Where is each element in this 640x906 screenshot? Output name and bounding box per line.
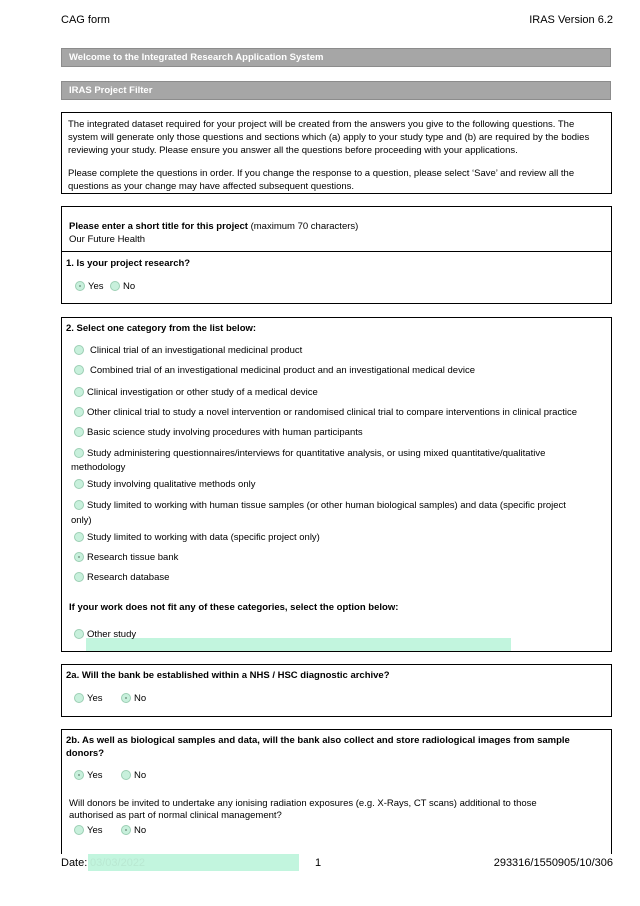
form-name: CAG form xyxy=(61,14,110,26)
q2-option[interactable]: Study limited to working with human tissue samples (or other human biological samples) and data (specific project xyxy=(74,499,566,512)
radio-button[interactable] xyxy=(74,500,84,510)
q2-option-other[interactable]: Other study xyxy=(74,628,136,641)
question-2-label: 2. Select one category from the list below: xyxy=(66,323,257,334)
q2-option[interactable]: Study administering questionnaires/interviews for quantitative analysis, or using mixed quantitative/qualitative xyxy=(74,447,545,460)
radio-button[interactable] xyxy=(74,407,84,417)
question-2a xyxy=(61,664,612,717)
radio-button[interactable] xyxy=(74,479,84,489)
radio-button[interactable] xyxy=(74,365,84,375)
q2b-option-no[interactable]: No xyxy=(121,769,146,782)
question-2b-label: 2b. As well as biological samples and data, will the bank also collect and store radiological images from sample donors? xyxy=(66,735,570,759)
q2-option[interactable]: Basic science study involving procedures with human participants xyxy=(74,426,363,439)
q2-option[interactable]: Clinical trial of an investigational medicinal product xyxy=(74,344,302,357)
q2-option[interactable]: Clinical investigation or other study of a medical device xyxy=(74,386,318,399)
q2a-option-yes[interactable]: Yes xyxy=(74,692,103,705)
radio-button[interactable] xyxy=(74,572,84,582)
radio-button[interactable] xyxy=(74,552,84,562)
radiation-option-yes[interactable]: Yes xyxy=(74,824,103,837)
date-field[interactable] xyxy=(88,854,299,871)
q2b-option-yes[interactable]: Yes xyxy=(74,769,103,782)
filter-bar: IRAS Project Filter xyxy=(61,81,611,100)
q2-option[interactable]: Study limited to working with data (specific project only) xyxy=(74,531,320,544)
welcome-bar: Welcome to the Integrated Research Application System xyxy=(61,48,611,67)
q2-option[interactable]: Study involving qualitative methods only xyxy=(74,478,255,491)
radio-button[interactable] xyxy=(74,770,84,780)
radio-button[interactable] xyxy=(75,281,85,291)
date-label: Date: xyxy=(61,857,88,869)
radio-button[interactable] xyxy=(74,532,84,542)
radio-button[interactable] xyxy=(110,281,120,291)
other-study-field[interactable] xyxy=(86,638,511,651)
title-value[interactable]: Our Future Health xyxy=(69,234,146,245)
radio-button[interactable] xyxy=(121,693,131,703)
q2-option-selected[interactable]: Research tissue bank xyxy=(74,551,178,564)
radio-button[interactable] xyxy=(74,693,84,703)
reference-number: 293316/1550905/10/306 xyxy=(493,857,613,869)
radiation-question: Will donors be invited to undertake any ionising radiation exposures (e.g. X-Rays, CT scans) additional to those authorised as part of normal clinical management? xyxy=(69,798,537,821)
other-category-label: If your work does not fit any of these categories, select the option below: xyxy=(69,602,399,613)
question-2b xyxy=(61,729,612,854)
radio-button[interactable] xyxy=(74,345,84,355)
q1-option-no[interactable]: No xyxy=(110,280,135,293)
question-1 xyxy=(61,251,612,304)
title-label: Please enter a short title for this project (maximum 70 characters) xyxy=(69,221,359,232)
question-2 xyxy=(61,317,612,652)
q2-option[interactable]: Research database xyxy=(74,571,169,584)
q2-option-continuation: methodology xyxy=(71,462,126,473)
intro-box xyxy=(61,112,612,194)
radio-button[interactable] xyxy=(121,825,131,835)
q2-option[interactable]: Other clinical trial to study a novel intervention or randomised clinical trial to compare interventions in clinical practice xyxy=(74,406,577,419)
intro-paragraph-1: The integrated dataset required for your project will be created from the answers you give to the following questions. The system will generate only those questions and sections which (a) apply to your study type and (b) are required by the bodies reviewing your study. Please ensure you answer all the questions before proceeding with your applications. xyxy=(68,119,590,156)
radio-button[interactable] xyxy=(74,825,84,835)
q2-option[interactable]: Combined trial of an investigational medicinal product and an investigational medical device xyxy=(74,364,475,377)
radio-button[interactable] xyxy=(74,448,84,458)
q2-option-continuation: only) xyxy=(71,515,92,526)
q1-option-yes[interactable]: Yes xyxy=(75,280,104,293)
radiation-option-no[interactable]: No xyxy=(121,824,146,837)
title-box xyxy=(61,206,612,252)
version-label: IRAS Version 6.2 xyxy=(529,14,613,26)
question-2a-label: 2a. Will the bank be established within a NHS / HSC diagnostic archive? xyxy=(66,670,390,681)
q2a-option-no[interactable]: No xyxy=(121,692,146,705)
radio-button[interactable] xyxy=(121,770,131,780)
intro-paragraph-2: Please complete the questions in order. If you change the response to a question, please select ‘Save’ and review all the questions as your change may have affected subsequent questions. xyxy=(68,168,575,192)
question-1-label: 1. Is your project research? xyxy=(66,258,191,269)
page-number: 1 xyxy=(315,857,322,869)
radio-button[interactable] xyxy=(74,629,84,639)
date-value: 03/03/2022 xyxy=(90,857,146,869)
radio-button[interactable] xyxy=(74,387,84,397)
radio-button[interactable] xyxy=(74,427,84,437)
